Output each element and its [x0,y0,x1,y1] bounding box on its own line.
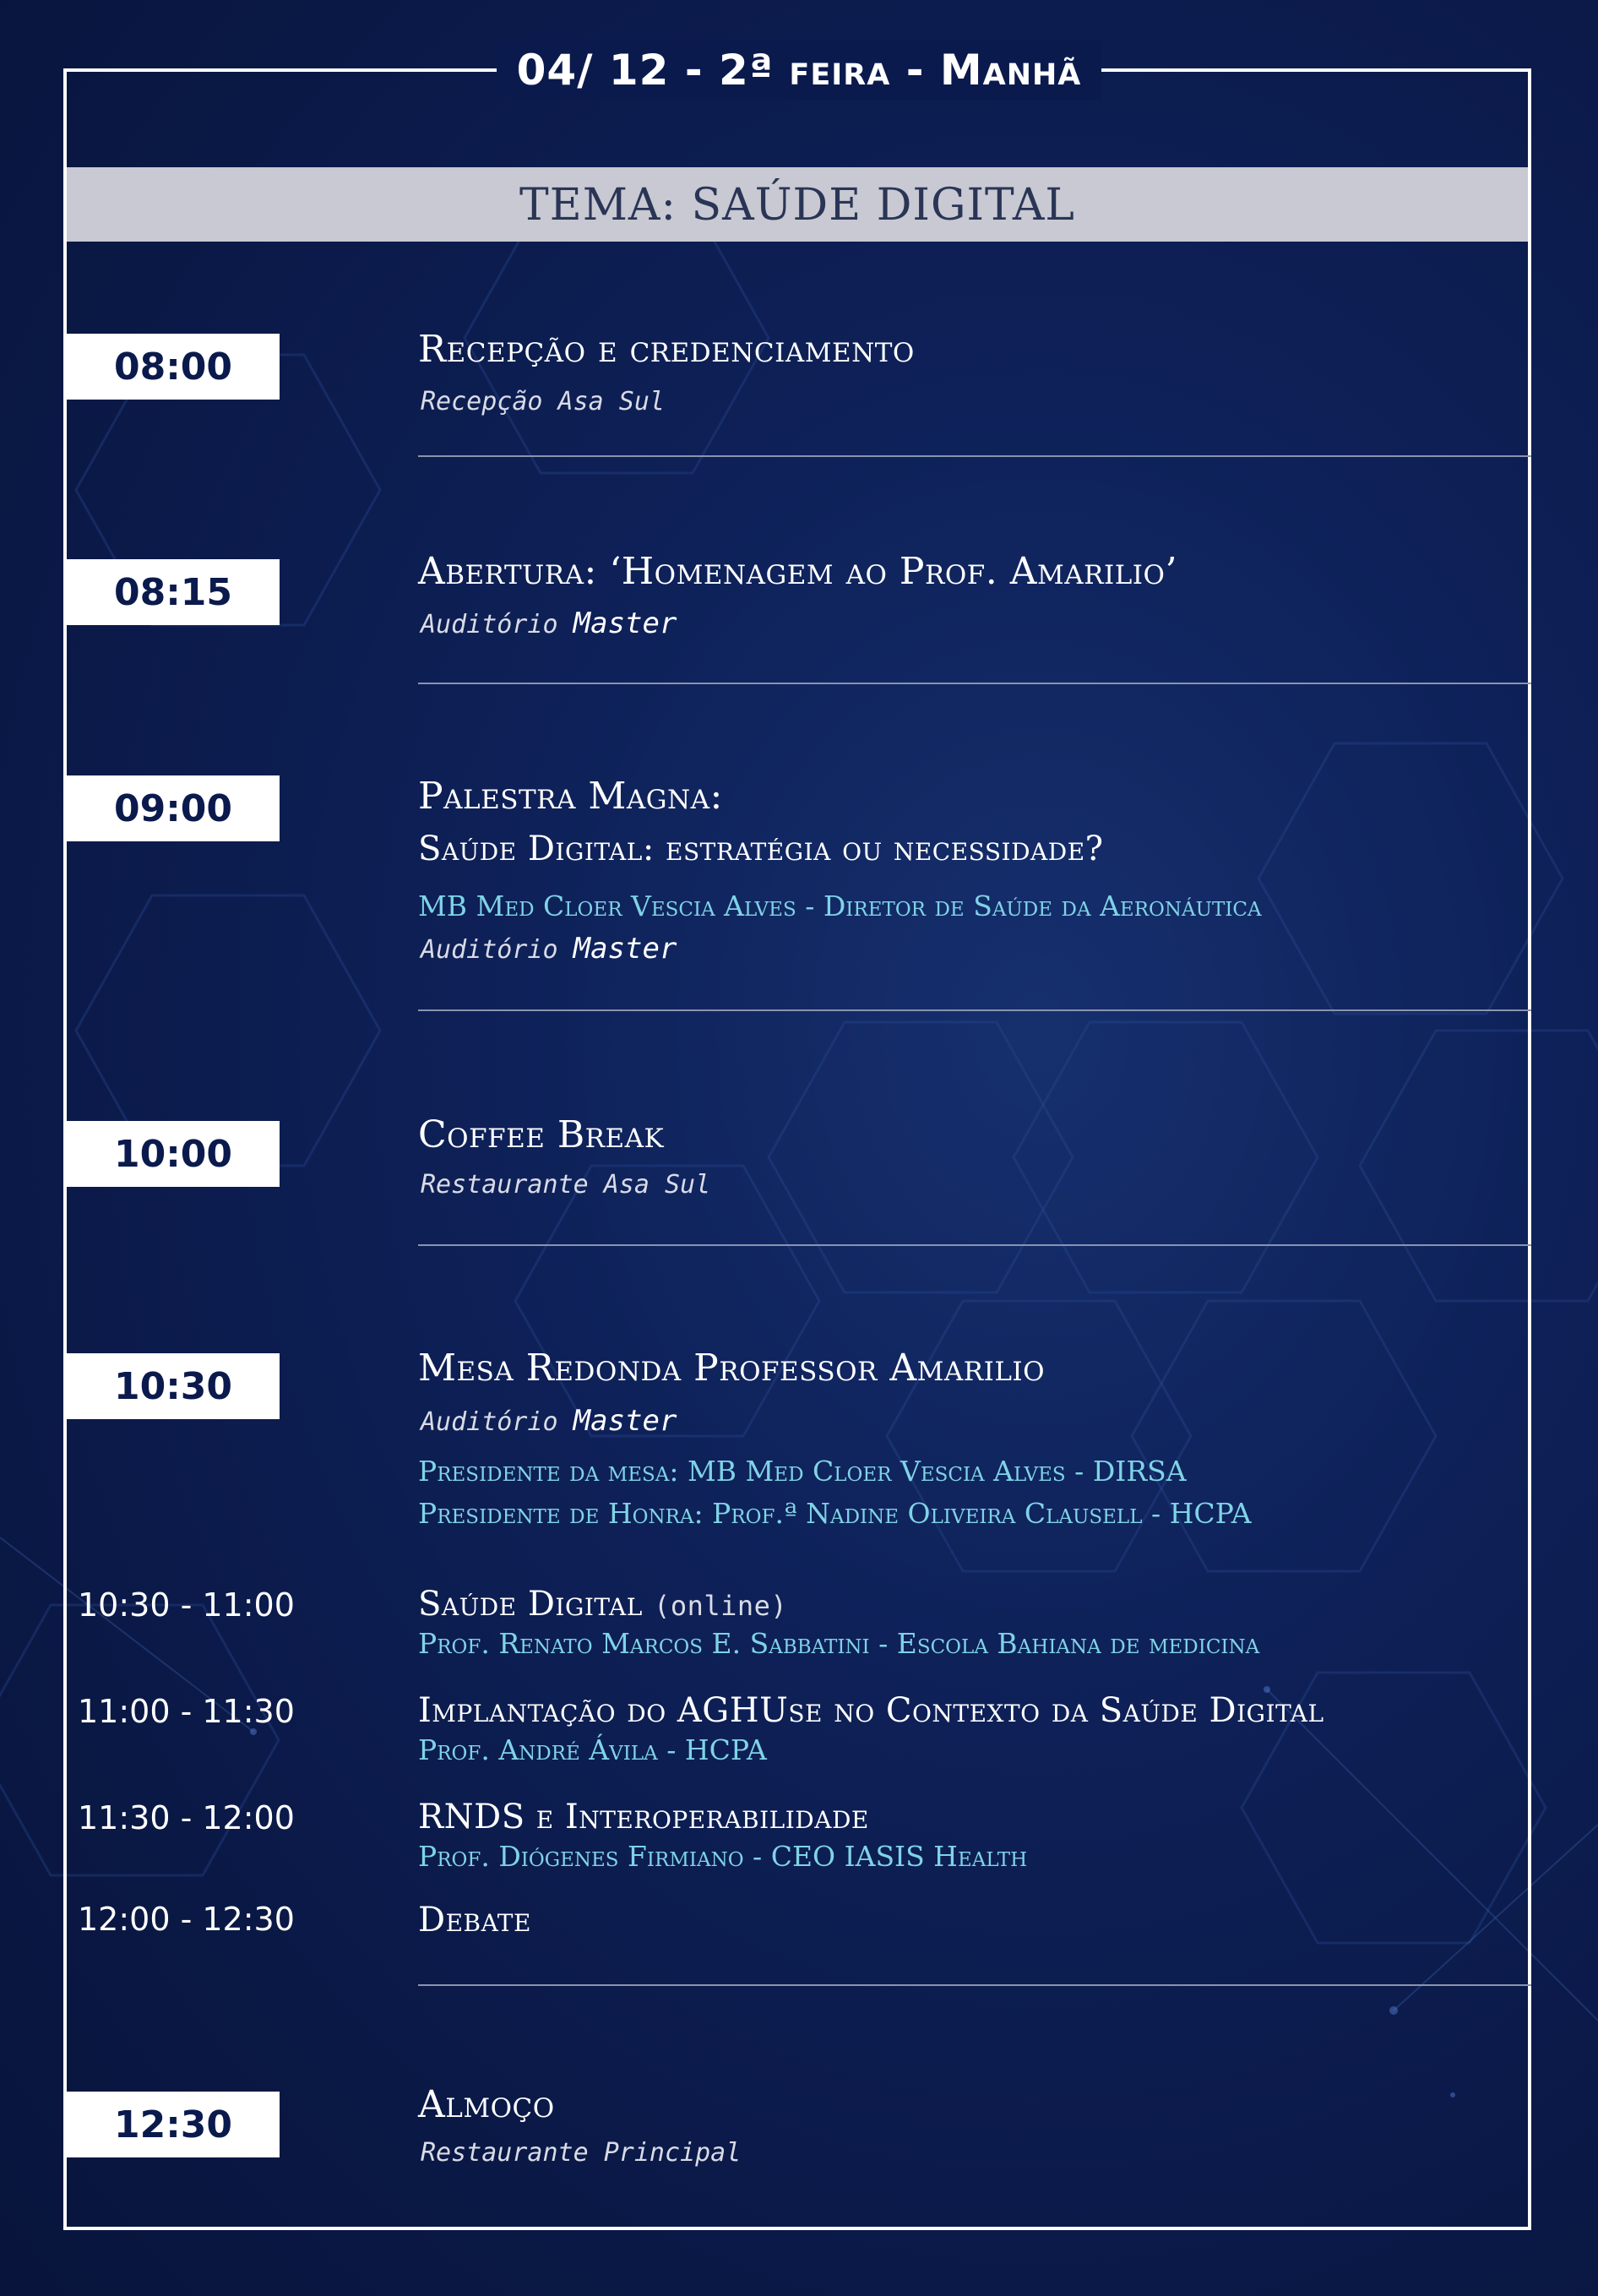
event-title: Almoço [418,2083,555,2126]
panel-president: Presidente da mesa: MB Med Cloer Vescia Alves - DIRSA [418,1455,1187,1488]
location-prefix: Auditório [421,1407,558,1437]
session-speaker: Prof. Diógenes Firmiano - CEO IASIS Health [418,1840,1028,1873]
event-location [421,607,677,640]
separator [418,1009,1531,1011]
session-title: RNDS e Interoperabilidade [418,1798,869,1836]
event-location: Restaurante Asa Sul [421,1170,711,1200]
session-title-text: Saúde Digital [418,1585,643,1624]
session-speaker: Prof. Renato Marcos E. Sabbatini - Escola Bahiana de medicina [418,1627,1260,1660]
event-location: Recepção Asa Sul [421,387,665,416]
location-room: Master [573,932,677,966]
event-title: Mesa Redonda Professor Amarilio [418,1347,1046,1390]
day-header: 04/ 12 - 2ª feira - Manhã [497,41,1102,100]
time-badge: 10:00 [67,1121,280,1187]
time-badge: 12:30 [67,2092,280,2157]
event-subtitle: Saúde Digital: estratégia ou necessidade? [418,830,1104,868]
event-location [421,1404,677,1438]
header [0,41,1598,100]
time-badge: 08:00 [67,334,280,400]
session-time-slot: 10:30 - 11:00 [78,1586,295,1624]
separator [418,1984,1531,1986]
session-title [418,1585,787,1624]
session-speaker: Prof. André Ávila - HCPA [418,1733,767,1766]
event-title: Coffee Break [418,1113,665,1156]
event-location: Restaurante Principal [421,2138,742,2168]
location-prefix: Auditório [421,935,558,965]
session-online-note: (online) [654,1590,788,1622]
event-location [421,932,677,966]
theme-bar: TEMA: SAÚDE DIGITAL [67,167,1528,242]
time-badge: 10:30 [67,1353,280,1419]
location-prefix: Auditório [421,610,558,639]
event-speaker: MB Med Cloer Vescia Alves - Diretor de Saúde da Aeronáutica [418,890,1262,922]
location-room: Master [573,1404,677,1438]
session-time-slot: 12:00 - 12:30 [78,1901,295,1938]
separator [418,455,1531,457]
session-title: Debate [418,1901,531,1940]
separator [418,1244,1531,1246]
session-time-slot: 11:00 - 11:30 [78,1693,295,1730]
event-title: Palestra Magna: [418,775,723,818]
event-title: Recepção e credenciamento [418,328,915,371]
panel-honor-president: Presidente de Honra: Prof.ª Nadine Oliveira Clausell - HCPA [418,1497,1252,1530]
separator [418,683,1531,684]
event-title: Abertura: ‘Homenagem ao Prof. Amarilio’ [418,550,1177,593]
location-room: Master [573,607,677,640]
session-time-slot: 11:30 - 12:00 [78,1799,295,1836]
session-title: Implantação do AGHUse no Contexto da Saúde Digital [418,1691,1324,1730]
time-badge: 08:15 [67,559,280,625]
time-badge: 09:00 [67,775,280,841]
